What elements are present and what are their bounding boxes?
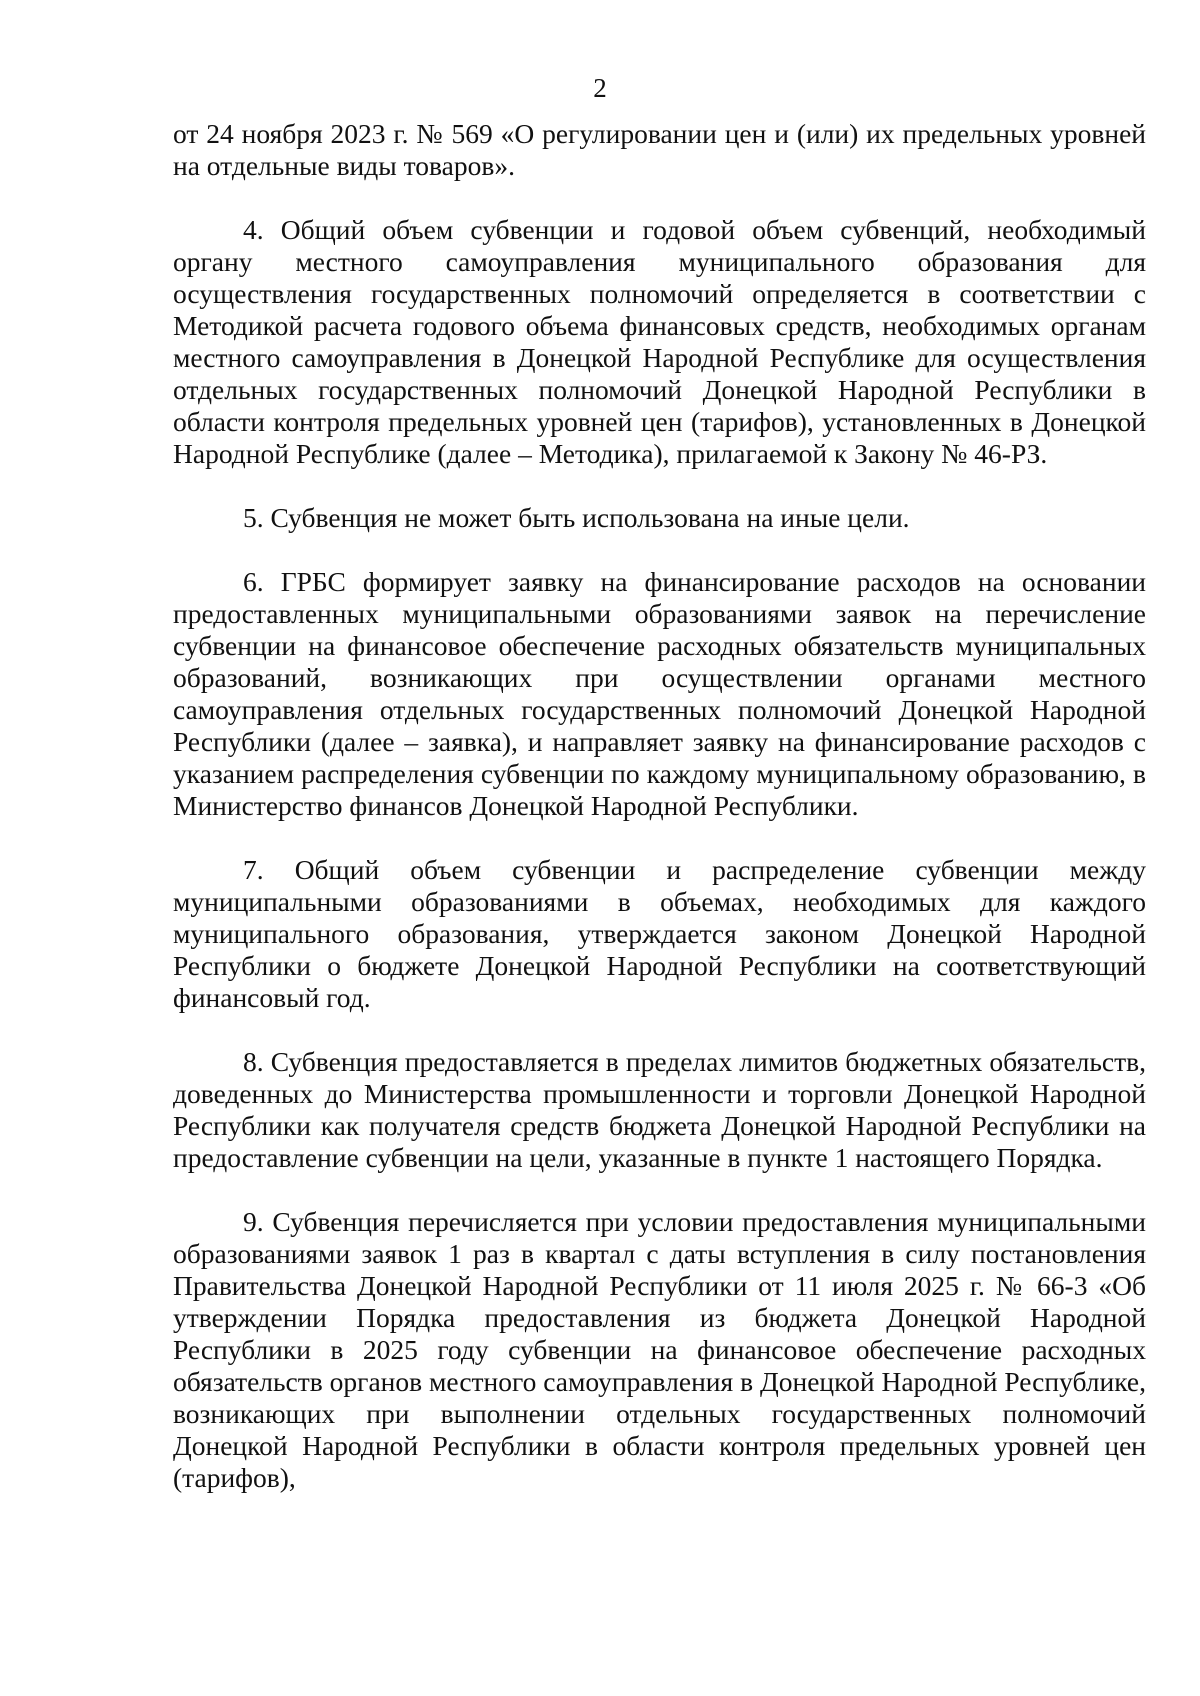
page-number: 2 bbox=[593, 73, 607, 103]
paragraph-4: 4. Общий объем субвенции и годовой объем субвенций, необходимый органу местного самоуправления муниципального образования для осуществления государственных полномочий определяется в соответствии с Методикой расчета годового объема финансовых средств, необходимых органам местного самоуправления в Донецкой Народной Республике для осуществления отдельных государственных полномочий Донецкой Народной Республики в области контроля предельных уровней цен (тарифов), установленных в Донецкой Народной Республике (далее – Методика), прилагаемой к Закону № 46-РЗ. bbox=[173, 214, 1146, 469]
paragraph-continuation: от 24 ноября 2023 г. № 569 «О регулировании цен и (или) их предельных уровней на отдельные виды товаров». bbox=[173, 118, 1146, 181]
paragraph-7: 7. Общий объем субвенции и распределение субвенции между муниципальными образованиями в объемах, необходимых для каждого муниципального образования, утверждается законом Донецкой Народной Республики о бюджете Донецкой Народной Республики на соответствующий финансовый год. bbox=[173, 854, 1146, 1013]
paragraph-8: 8. Субвенция предоставляется в пределах лимитов бюджетных обязательств, доведенных до Министерства промышленности и торговли Донецкой Народной Республики как получателя средств бюджета Донецкой Народной Республики на предоставление субвенции на цели, указанные в пункте 1 настоящего Порядка. bbox=[173, 1046, 1146, 1173]
paragraph-5: 5. Субвенция не может быть использована на иные цели. bbox=[243, 502, 910, 533]
document-body bbox=[173, 118, 1146, 1494]
paragraph-9: 9. Субвенция перечисляется при условии предоставления муниципальными образованиями заявок 1 раз в квартал с даты вступления в силу постановления Правительства Донецкой Народной Республики от 11 июля 2025 г. № 66-3 «Об утверждении Порядка предоставления из бюджета Донецкой Народной Республики в 2025 году субвенции на финансовое обеспечение расходных обязательств органов местного самоуправления в Донецкой Народной Республике, возникающих при выполнении отдельных государственных полномочий Донецкой Народной Республики в области контроля предельных уровней цен (тарифов), bbox=[173, 1206, 1146, 1493]
paragraph-6: 6. ГРБС формирует заявку на финансирование расходов на основании предоставленных муниципальными образованиями заявок на перечисление субвенции на финансовое обеспечение расходных обязательств муниципальных образований, возникающих при осуществлении органами местного самоуправления отдельных государственных полномочий Донецкой Народной Республики (далее – заявка), и направляет заявку на финансирование расходов с указанием распределения субвенции по каждому муниципальному образованию, в Министерство финансов Донецкой Народной Республики. bbox=[173, 566, 1146, 821]
